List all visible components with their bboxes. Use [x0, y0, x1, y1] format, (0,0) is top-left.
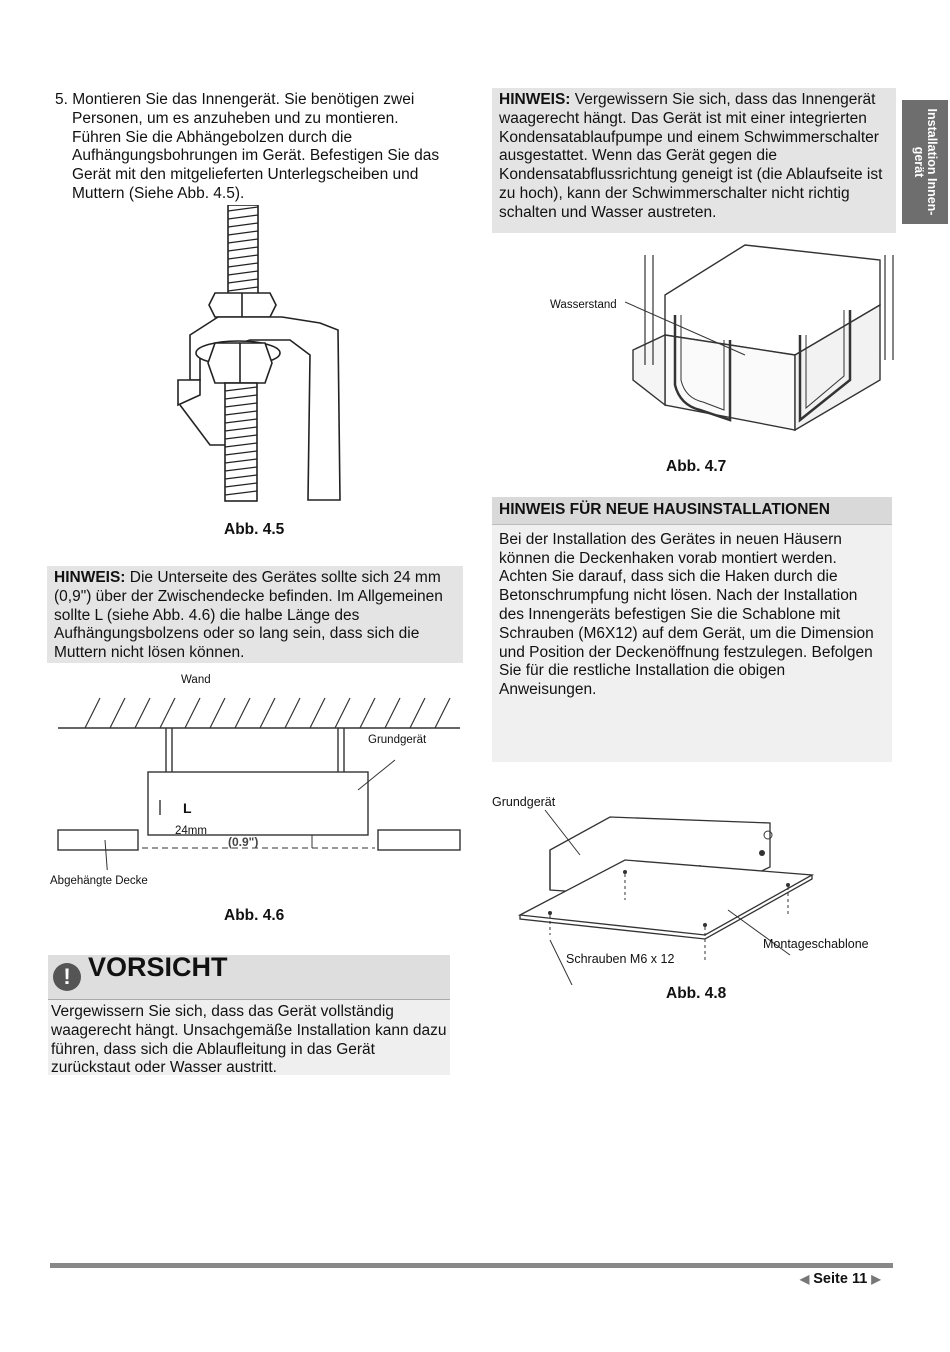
hint-text: Vergewissern Sie sich, dass das Innengerät waagerecht hängt. Das Gerät ist mit einer integrierten Kondensatablaufpumpe und einem Schwimmerschalter ausgestattet. Wenn das Gerät gegen die Kondensatabflussrichtung geneigt ist (die Ablaufseite ist zu hoch), kann der Schwimmerschalter nicht richtig schalten und Wasser austreten. [499, 91, 883, 221]
unit-label-46: Grundgerät [368, 734, 427, 746]
figure-4-5-caption: Abb. 4.5 [224, 521, 285, 538]
water-level-label: Wasserstand [550, 299, 617, 311]
side-tab-line1: Installation Innen- [925, 108, 939, 216]
warning-icon: ! [53, 963, 81, 991]
figure-4-8-caption: Abb. 4.8 [666, 985, 727, 1002]
hint-new-title: HINWEIS FÜR NEUE HAUSINSTALLATIONEN [492, 497, 892, 525]
caution-header [48, 952, 450, 1000]
hint-box-clearance [47, 566, 463, 663]
step-5-text [50, 91, 450, 204]
next-page-arrow-icon[interactable]: ▶ [871, 1272, 881, 1286]
unit-label-48: Grundgerät [492, 795, 556, 809]
gap-inch-label: (0.9") [228, 835, 259, 849]
hint-box-new-installations [492, 497, 892, 762]
caution-box [48, 952, 450, 1077]
hint-clearance-text: Die Unterseite des Gerätes sollte sich 24 mm (0,9") über der Zwischendecke befinden. Im Allgemeinen sollte L (siehe Abb. 4.6) die halbe Länge des Aufhängungsbolzens oder so lang sein, dass sich die Muttern nicht lösen können. [54, 569, 443, 662]
figure-4-7-caption: Abb. 4.7 [666, 458, 727, 475]
suspended-ceiling-label: Abgehängte Decke [50, 875, 148, 887]
wall-label: Wand [181, 674, 211, 686]
step-5-paragraph: 5. Montieren Sie das Innengerät. Sie benötigen zwei Personen, um es anzuheben und zu montieren. Führen Sie die Abhängebolzen durch die Aufhängungsbohrungen im Gerät. Befestigen Sie das Gerät mit den mitgelieferten Unterlegscheiben und Muttern (Siehe Abb. 4.5). [55, 91, 440, 202]
caution-text: Vergewissern Sie sich, dass das Gerät vollständig waagerecht hängt. Unsachgemäße Installation kann dazu führen, dass sich die Ablaufleitung in das Gerät zurückstaut oder Wasser austritt. [51, 1003, 447, 1077]
figure-4-6-caption: Abb. 4.6 [224, 907, 285, 924]
length-l-label: L [183, 800, 192, 816]
figure-4-5-bolt-drawing [170, 205, 350, 505]
hint-box-level [492, 88, 896, 233]
caution-title: VORSICHT [88, 952, 228, 982]
side-tab-line2: gerät [912, 146, 926, 178]
hint-clearance-label: HINWEIS: [54, 569, 126, 586]
gap-mm-label: 24mm [175, 825, 207, 837]
hint-new-text: Bei der Installation des Gerätes in neuen Häusern können die Deckenhaken vorab montiert werden. Achten Sie darauf, dass sich die Haken durch die Betonschrumpfung nicht lösen. Nach der Installation des Innengeräts befestigen Sie die Schablone mit Schrauben (M6X12) auf dem Gerät, um die Dimension und Position der Deckenöffnung festzulegen. Befolgen Sie für die restliche Installation die obigen Anweisungen. [499, 530, 874, 699]
footer-divider [50, 1263, 893, 1268]
page-number [800, 1271, 881, 1287]
template-label: Montageschablone [763, 937, 869, 951]
figure-4-7-unit-drawing [625, 240, 915, 440]
side-tab-label [912, 109, 938, 216]
previous-page-arrow-icon[interactable]: ◀ [800, 1272, 810, 1286]
section-side-tab [902, 100, 948, 224]
page-label: Seite 11 [813, 1271, 868, 1287]
hint-label: HINWEIS: [499, 91, 571, 108]
screws-label: Schrauben M6 x 12 [566, 952, 675, 966]
